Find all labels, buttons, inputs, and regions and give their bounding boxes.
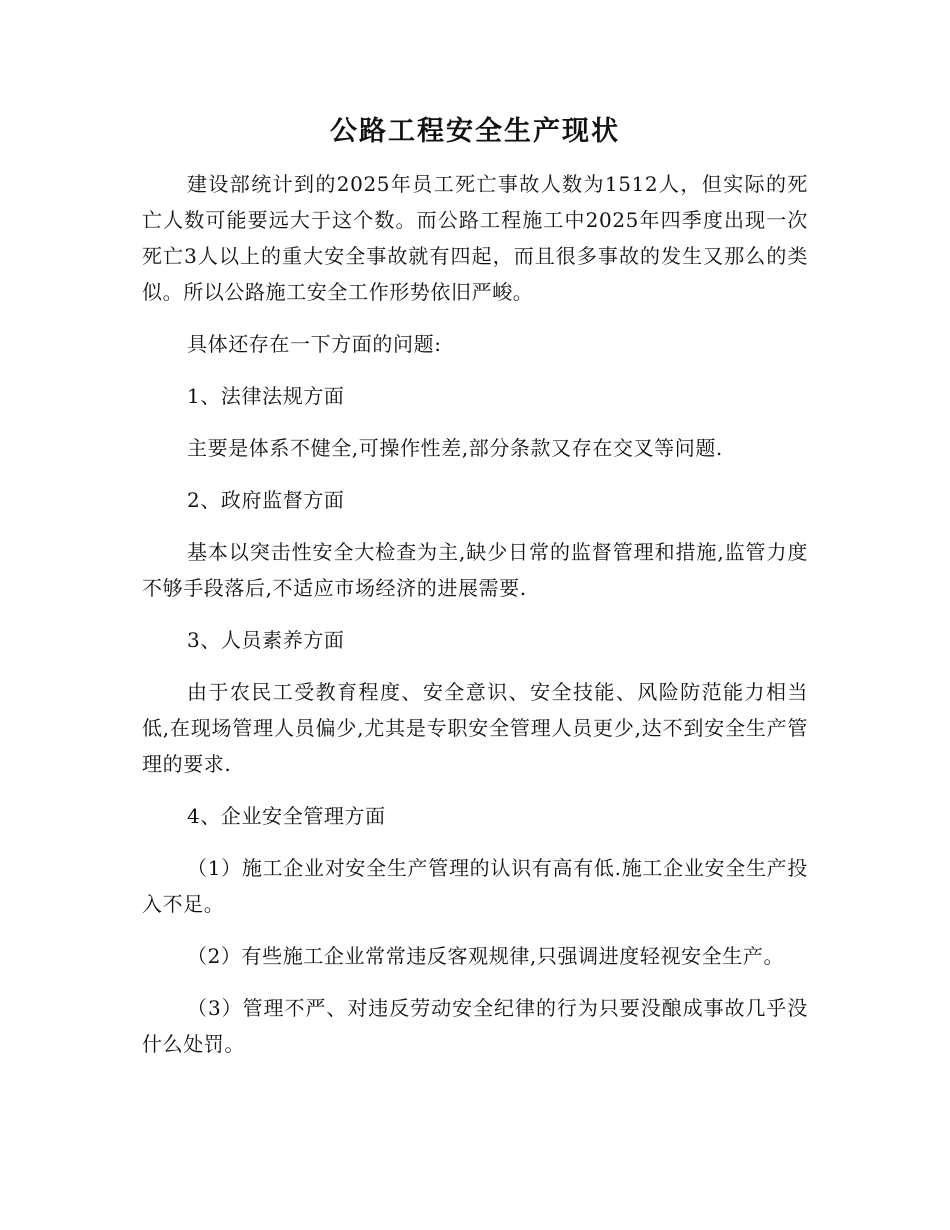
- paragraph-laws: 主要是体系不健全,可操作性差,部分条款又存在交叉等问题.: [187, 436, 723, 460]
- section-heading-government: 2、政府监督方面: [187, 488, 345, 512]
- paragraph-government: 基本以突击性安全大检查为主,缺少日常的监督管理和措施,监管力度不够手段落后,不适应市场经济的进展需要.: [142, 540, 808, 600]
- section-heading-personnel: 3、人员素养方面: [187, 628, 345, 652]
- paragraph-personnel: 由于农民工受教育程度、安全意识、安全技能、风险防范能力相当低,在现场管理人员偏少,尤其是专职安全管理人员更少,达不到安全生产管理的要求.: [142, 680, 808, 776]
- document-title: 公路工程安全生产现状: [330, 116, 620, 147]
- list-item-enterprise-1: （1）施工企业对安全生产管理的认识有高有低.施工企业安全生产投入不足。: [142, 856, 808, 916]
- paragraph-problems-lead: 具体还存在一下方面的问题:: [187, 332, 442, 356]
- paragraph-intro: 建设部统计到的2025年员工死亡事故人数为1512人，但实际的死亡人数可能要远大于这个数。而公路工程施工中2025年四季度出现一次死亡3人以上的重大安全事故就有四起，而且很多事故的发生又那么的类似。所以公路施工安全工作形势依旧严峻。: [142, 172, 808, 304]
- list-item-enterprise-3: （3）管理不严、对违反劳动安全纪律的行为只要没酿成事故几乎没什么处罚。: [142, 996, 808, 1056]
- section-heading-enterprise: 4、企业安全管理方面: [187, 804, 386, 828]
- list-item-enterprise-2: （2）有些施工企业常常违反客观规律,只强调进度轻视安全生产。: [187, 944, 785, 968]
- section-heading-laws: 1、法律法规方面: [187, 384, 345, 408]
